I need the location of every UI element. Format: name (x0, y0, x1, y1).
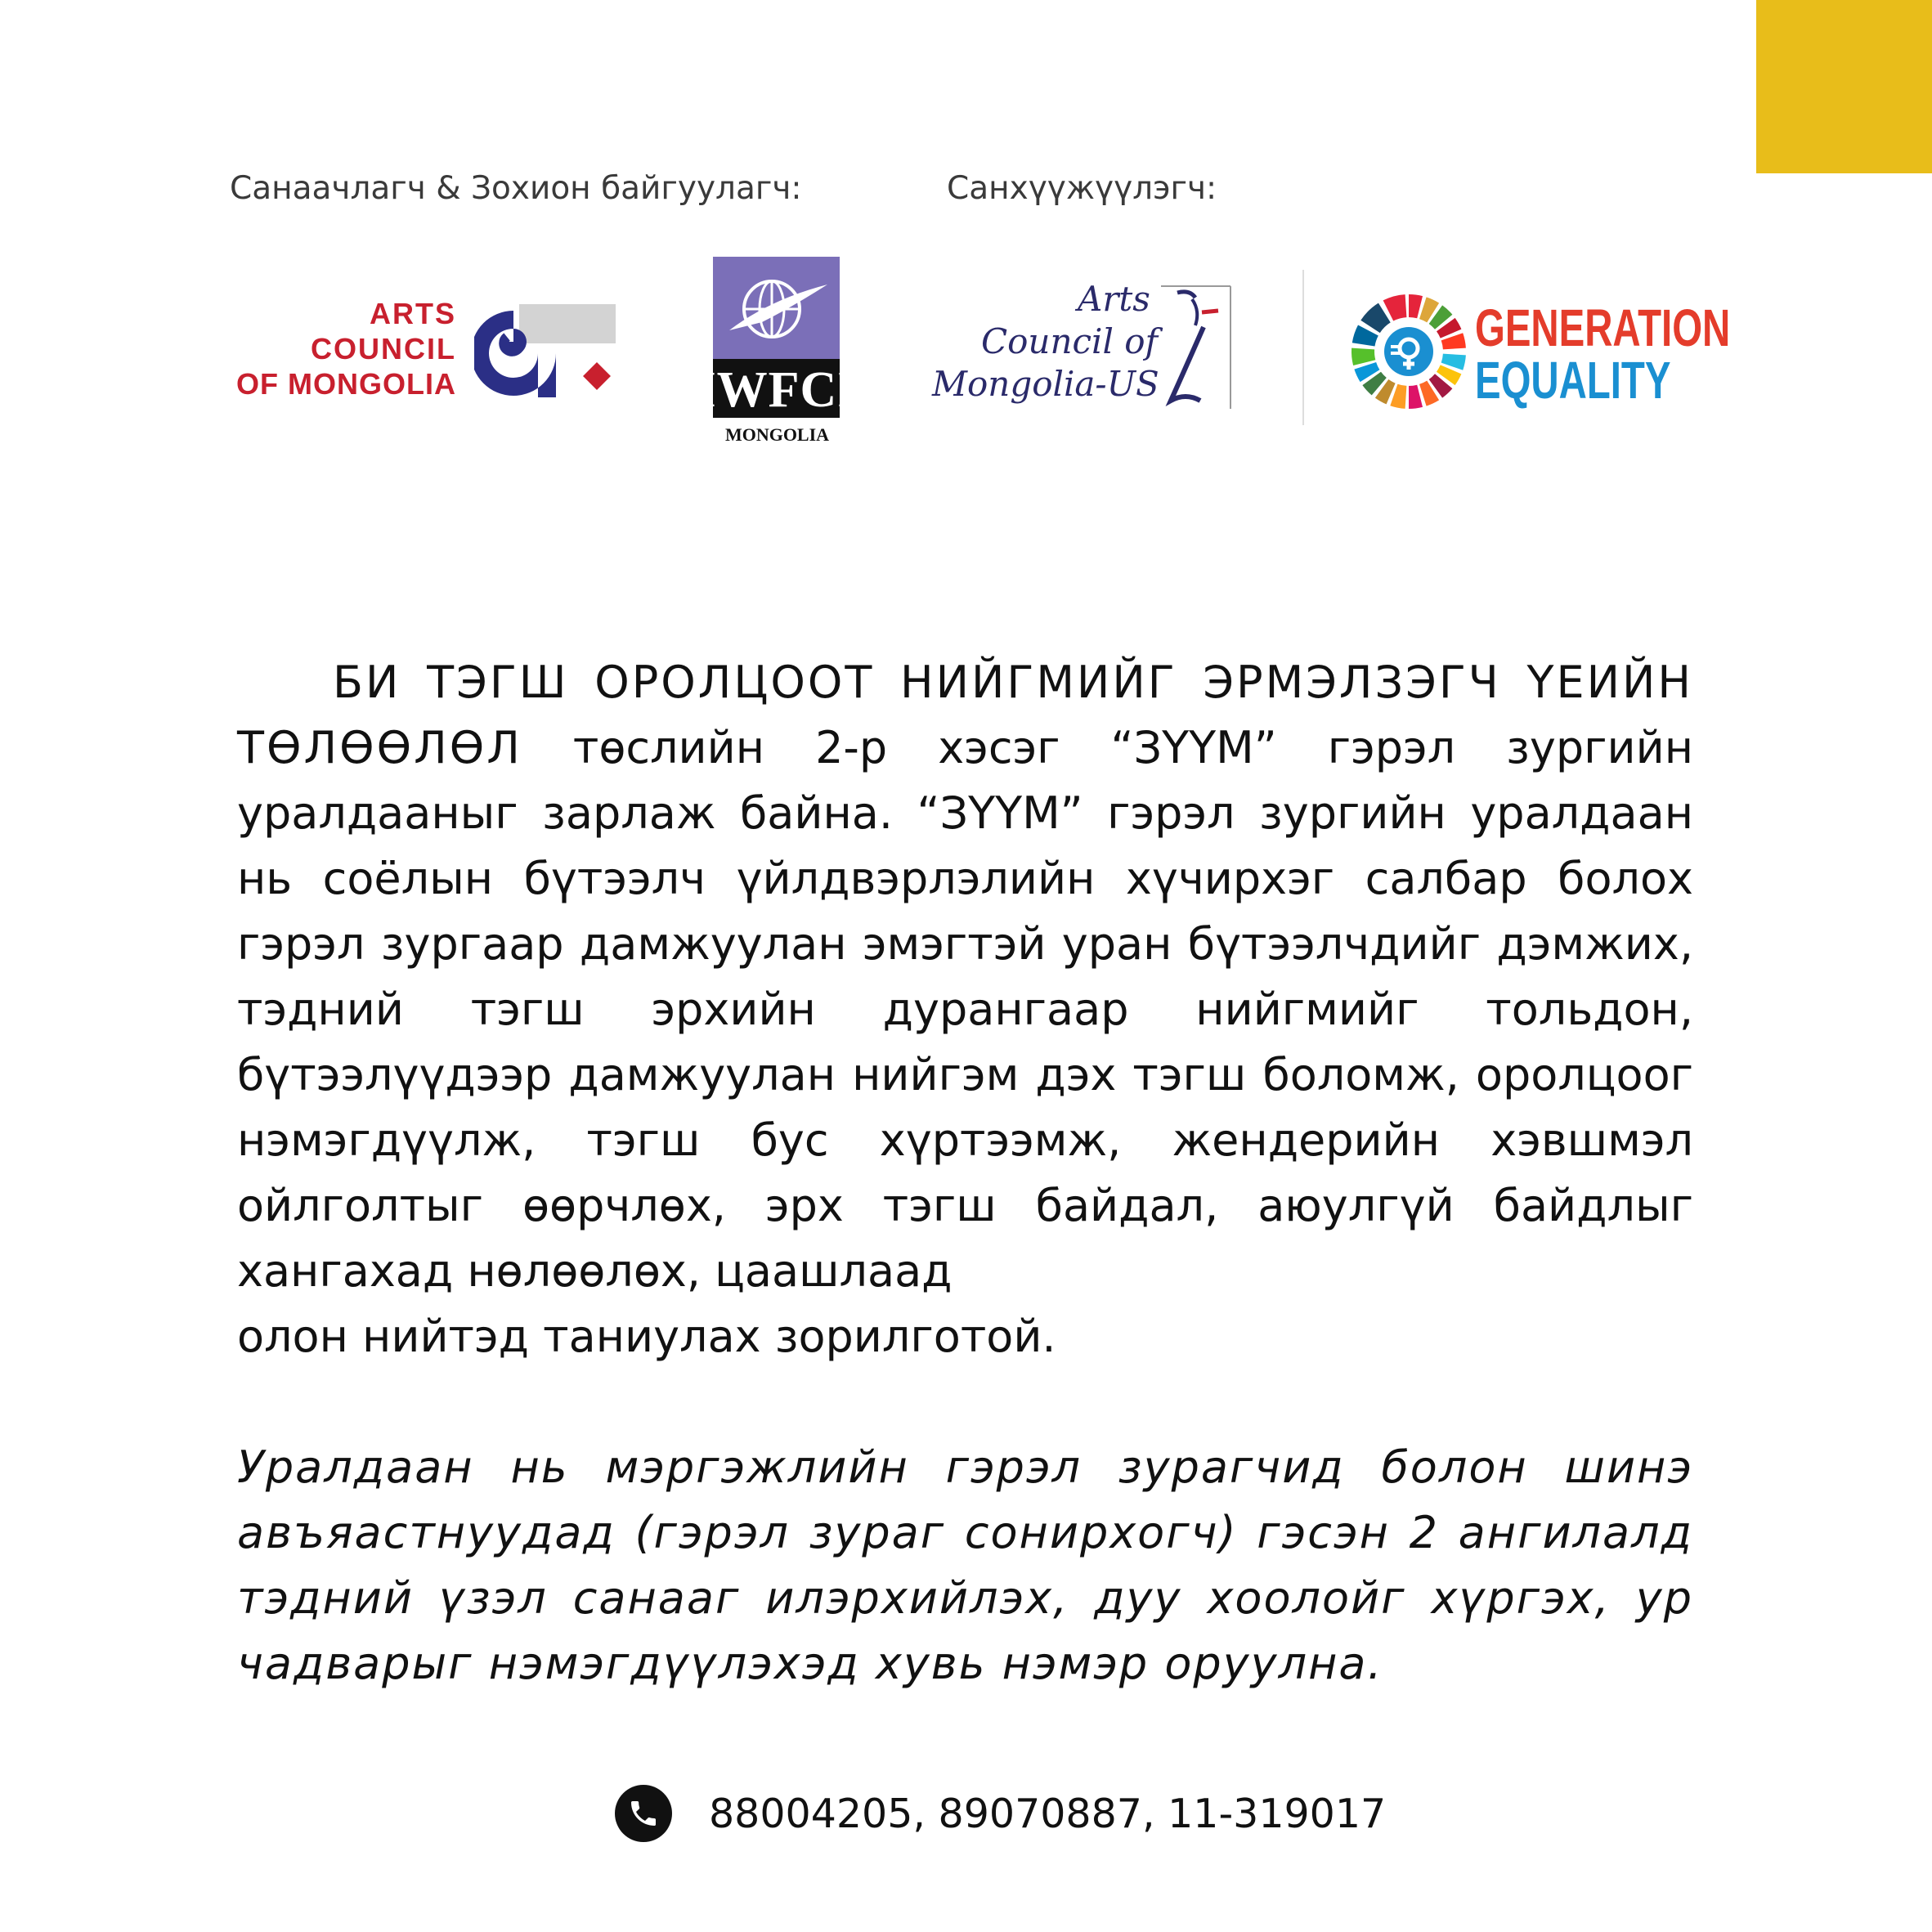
iwfci-logo (693, 257, 861, 448)
logo-divider (1302, 270, 1304, 425)
corner-accent (1756, 0, 1932, 173)
contact-row (615, 1784, 1386, 1843)
acmus-line-2: Council of (981, 321, 1159, 361)
geneq-line-2: EQUALITY (1475, 351, 1671, 410)
iwfci-name: IWFCI (696, 362, 858, 418)
generation-equality-logo (1347, 290, 1731, 413)
acmus-line-3: Mongolia-US (932, 364, 1159, 404)
announcement-body (237, 650, 1693, 1697)
geneq-line-1: GENERATION (1475, 298, 1731, 357)
project-title: БИ ТЭГШ ОРОЛЦООТ НИЙГМИЙГ ЭРМЭЛЗЭГЧ ҮЕИЙН ТӨЛӨӨЛӨЛ (237, 657, 1693, 773)
acmus-line-1: Arts (1078, 279, 1150, 319)
globe-bird-icon (713, 257, 840, 359)
contest-description: Уралдаан нь мэргэжлийн гэрэл зурагчид болон шинэ авъяастнуудад (гэрэл зураг сонирхогч) гэсэн 2 ангилалд тэдний үзэл санааг илэрхийлэх, дуу хоолойг хүргэх, ур чадварыг нэмэгдүүлэхэд хувь нэмэр оруулна. (237, 1441, 1693, 1689)
intro-closing: олон нийтэд таниулах зорилготой. (237, 1311, 1056, 1362)
intro-text: төслийн 2-р хэсэг “ЗҮҮМ” гэрэл зургийн уралдааныг зарлаж байна. “ЗҮҮМ” гэрэл зургийн уралдаан нь соёлын бүтээлч үйлдвэрлэлийн хүчирхэг салбар болох гэрэл зургаар дамжуулан эмэгтэй уран бүтээлчдийг дэмжих, тэдний тэгш эрхийн дурангаар нийгмийг тольдон, бүтээлүүдээр дамжуулан нийгэм дэх тэгш боломж, оролцоог нэмэгдүүлж, тэгш бус хүртээмж, жендерийн хэвшмэл ойлголтыг өөрчлөх, эрх тэгш байдал, аюулгүй байдлыг хангахад нөлөөлөх, цаашлаад (237, 722, 1693, 1297)
intro-paragraph (237, 650, 1693, 1304)
iwfci-subtitle: MONGOLIA (724, 424, 830, 445)
organizer-label: Санаачлагч & Зохион байгуулагч: (230, 170, 802, 207)
phone-numbers: 88004205, 89070887, 11-319017 (709, 1790, 1387, 1837)
calligraphy-figure-icon (1153, 278, 1243, 417)
funder-label: Санхүүжүүлэгч: (947, 170, 1217, 207)
acm-line-3: OF MONGOLIA (236, 367, 456, 401)
arts-council-mongolia-us-logo (932, 278, 1243, 425)
acm-emblem-icon (474, 294, 621, 409)
sdg-wheel-icon (1347, 290, 1470, 413)
arts-council-mongolia-logo (229, 294, 621, 409)
acm-line-1: ARTS (370, 297, 456, 330)
phone-icon (615, 1785, 672, 1842)
acm-line-2: COUNCIL (311, 332, 456, 365)
